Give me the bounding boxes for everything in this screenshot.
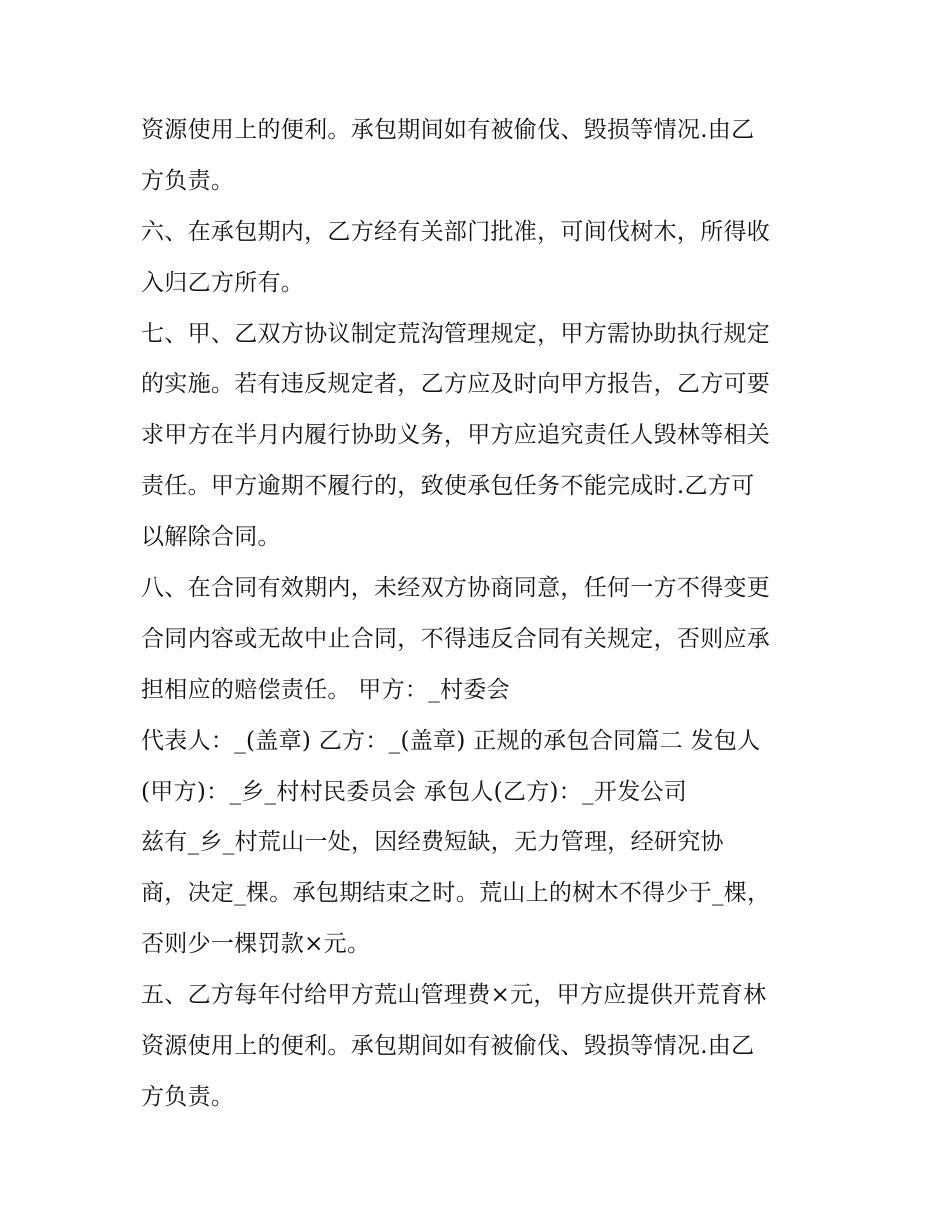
document-body <box>141 105 821 1123</box>
text-line: 以解除合同。 <box>141 524 281 551</box>
text-line: 资源使用上的便利。承包期间如有被偷伐、毁损等情况.由乙 <box>141 1033 755 1060</box>
text-line: 求甲方在半月内履行协助义务，甲方应追究责任人毁林等相关 <box>141 422 771 449</box>
text-line: 八、在合同有效期内，未经双方协商同意，任何一方不得变更 <box>141 575 771 602</box>
text-line: 方负责。 <box>141 167 235 194</box>
text-line: 代表人：_(盖章) 乙方：_(盖章) 正规的承包合同篇二 发包人 <box>141 727 761 754</box>
text-line: 责任。甲方逾期不履行的，致使承包任务不能完成时.乙方可 <box>141 473 755 500</box>
text-line: 入归乙方所有。 <box>141 269 305 296</box>
text-line: 的实施。若有违反规定者，乙方应及时向甲方报告，乙方可要 <box>141 371 771 398</box>
text-line: 兹有_乡_村荒山一处，因经费短缺，无力管理，经研究协 <box>141 829 724 856</box>
text-line: 合同内容或无故中止合同，不得违反合同有关规定，否则应承 <box>141 625 771 652</box>
text-line: (甲方)：_乡_村村民委员会 承包人(乙方)：_开发公司 <box>141 778 688 805</box>
text-line: 七、甲、乙双方协议制定荒沟管理规定，甲方需协助执行规定 <box>141 320 771 347</box>
text-line: 商，决定_棵。承包期结束之时。荒山上的树木不得少于_棵， <box>141 880 771 907</box>
text-line: 资源使用上的便利。承包期间如有被偷伐、毁损等情况.由乙 <box>141 117 755 143</box>
text-line: 方负责。 <box>141 1083 235 1110</box>
text-line: 否则少一棵罚款×元。 <box>141 931 371 958</box>
text-line: 六、在承包期内，乙方经有关部门批准，可间伐树木，所得收 <box>141 218 771 245</box>
text-line: 五、乙方每年付给甲方荒山管理费×元，甲方应提供开荒育林 <box>141 982 767 1009</box>
text-line: 担相应的赔偿责任。 甲方：_村委会 <box>141 676 510 703</box>
